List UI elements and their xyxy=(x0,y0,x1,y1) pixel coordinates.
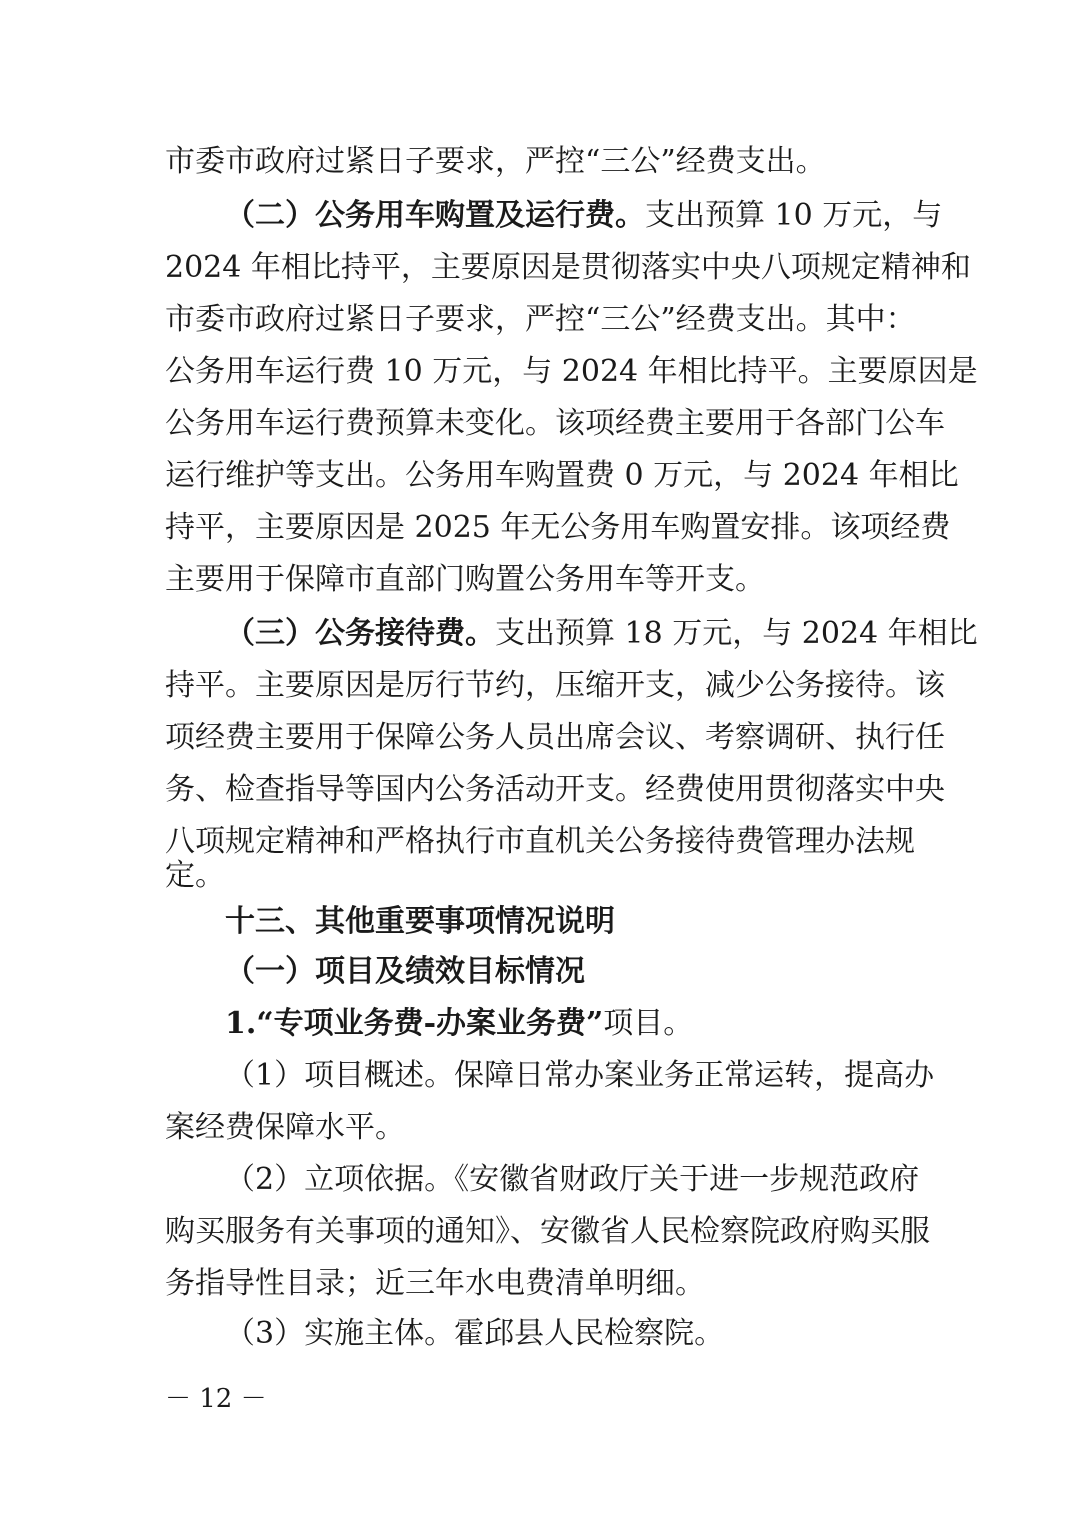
text-line: 持平，主要原因是 2025 年无公务用车购置安排。该项经费 xyxy=(165,510,951,545)
text-span: 支出预算 18 万元，与 2024 年相比 xyxy=(495,616,978,651)
page-number: － 12 － xyxy=(165,1384,267,1414)
item-heading xyxy=(225,1004,693,1044)
text-line: 务、检查指导等国内公务活动开支。经费使用贯彻落实中央 xyxy=(165,772,945,807)
text-line: 案经费保障水平。 xyxy=(165,1110,405,1145)
text-line: 运行维护等支出。公务用车购置费 0 万元，与 2024 年相比 xyxy=(165,458,959,493)
paragraph-first-line: （3）实施主体。霍邱县人民检察院。 xyxy=(225,1316,725,1351)
text-line: 项经费主要用于保障公务人员出席会议、考察调研、执行任 xyxy=(165,720,945,755)
subsection-heading: （一）项目及绩效目标情况 xyxy=(225,954,585,989)
text-span: 项目。 xyxy=(603,1006,694,1041)
chapter-heading: 十三、其他重要事项情况说明 xyxy=(225,904,615,939)
text-line: 公务用车运行费预算未变化。该项经费主要用于各部门公车 xyxy=(165,406,945,441)
text-line: 市委市政府过紧日子要求，严控“三公”经费支出。 xyxy=(165,144,826,179)
text-line: 八项规定精神和严格执行市直机关公务接待费管理办法规 xyxy=(165,824,915,859)
paragraph-first-line xyxy=(225,196,943,236)
text-line: 持平。主要原因是厉行节约，压缩开支，减少公务接待。该 xyxy=(165,668,945,703)
section-heading: （二）公务用车购置及运行费。 xyxy=(225,198,645,233)
text-line: 市委市政府过紧日子要求，严控“三公”经费支出。其中： xyxy=(165,302,916,337)
text-line: 定。 xyxy=(165,858,225,893)
item-title: 1.“专项业务费-办案业务费” xyxy=(225,1006,604,1041)
text-line: 主要用于保障市直部门购置公务用车等开支。 xyxy=(165,562,765,597)
paragraph-first-line: （1）项目概述。保障日常办案业务正常运转，提高办 xyxy=(225,1058,935,1093)
paragraph-first-line xyxy=(225,614,978,654)
text-span: 支出预算 10 万元，与 xyxy=(645,198,943,233)
text-line: 购买服务有关事项的通知》、安徽省人民检察院政府购买服 xyxy=(165,1214,930,1249)
section-heading: （三）公务接待费。 xyxy=(225,616,495,651)
text-line: 公务用车运行费 10 万元，与 2024 年相比持平。主要原因是 xyxy=(165,354,978,389)
paragraph-first-line: （2）立项依据。《安徽省财政厅关于进一步规范政府 xyxy=(225,1162,920,1197)
text-line: 2024 年相比持平，主要原因是贯彻落实中央八项规定精神和 xyxy=(165,250,971,285)
text-line: 务指导性目录；近三年水电费清单明细。 xyxy=(165,1266,705,1301)
